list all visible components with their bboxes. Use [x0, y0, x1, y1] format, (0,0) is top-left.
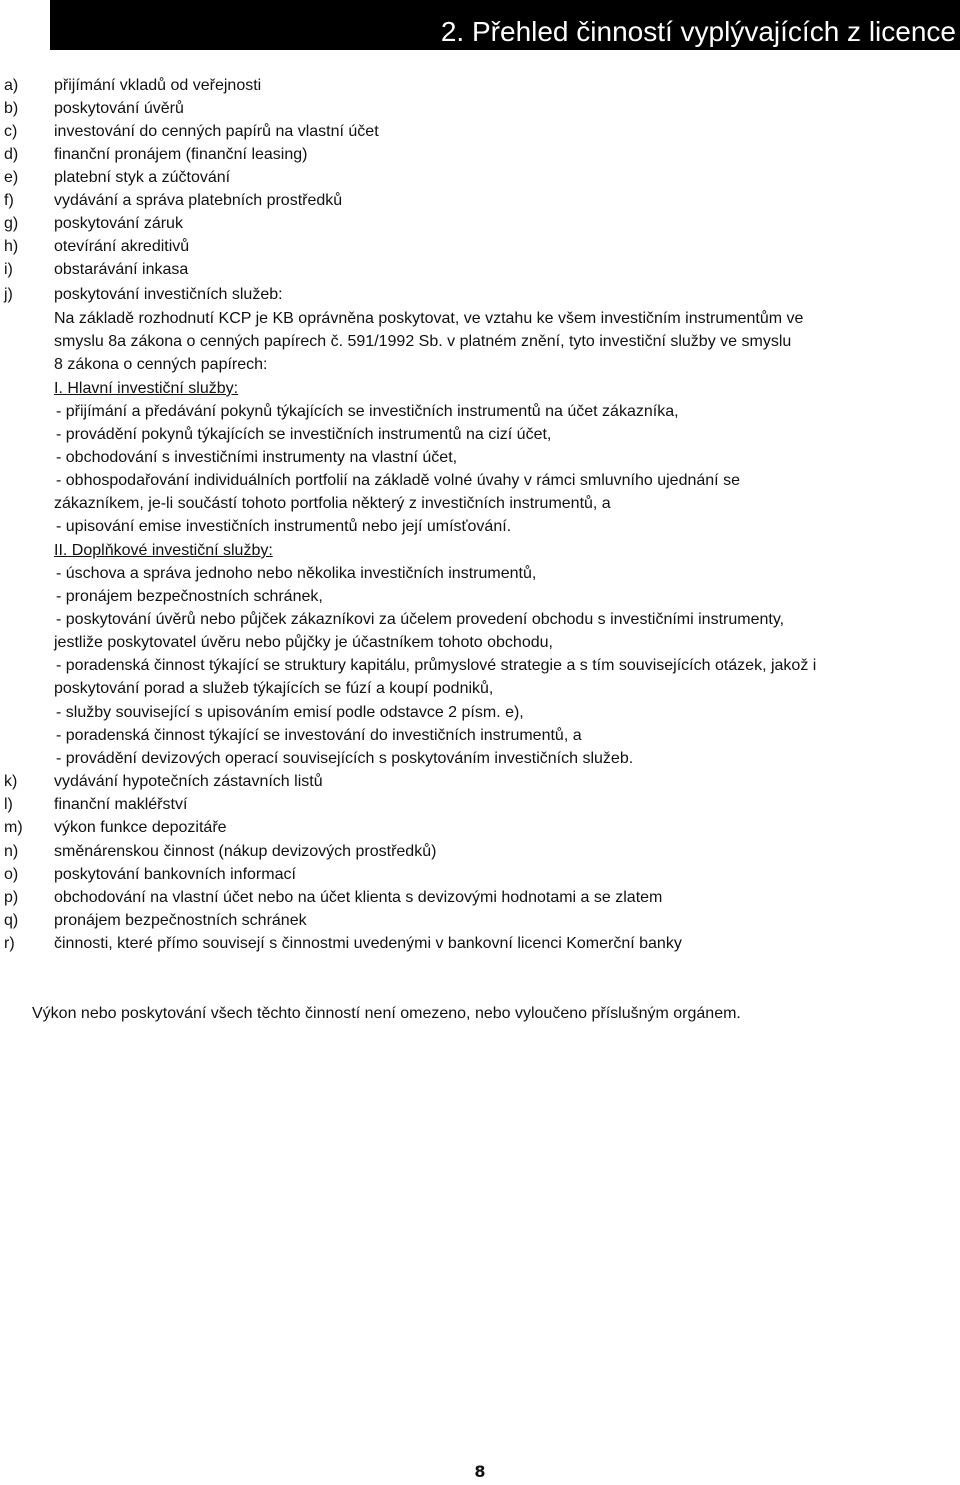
item-letter: q) [4, 912, 19, 929]
page-title: 2. Přehled činností vyplývajících z licence [440, 16, 956, 47]
heading-text: Hlavní investiční služby: [67, 380, 239, 397]
item-text: pronájem bezpečnostních schránek [54, 912, 307, 929]
item-text: přijímání vkladů od veřejnosti [54, 77, 262, 94]
service-line: zákazníkem, je-li součástí tohoto portfolia některý z investičních instrumentů, a [54, 495, 611, 512]
item-letter: n) [4, 843, 19, 860]
service-line: - úschova a správa jednoho nebo několika investičních instrumentů, [56, 565, 537, 582]
item-letter: g) [4, 215, 19, 232]
item-text: poskytování bankovních informací [54, 866, 296, 883]
service-line: - poradenská činnost týkající se investování do investičních instrumentů, a [56, 727, 582, 744]
item-text: obchodování na vlastní účet nebo na účet klienta s devizovými hodnotami a se zlatem [54, 889, 663, 906]
item-text: platební styk a zúčtování [54, 169, 231, 186]
service-line: - služby související s upisováním emisí podle odstavce 2 písm. e), [56, 704, 524, 721]
item-letter: j) [4, 286, 13, 303]
item-letter: d) [4, 146, 19, 163]
item-text: vydávání a správa platebních prostředků [54, 192, 343, 209]
investment-intro: smyslu 8a zákona o cenných papírech č. 591/1992 Sb. v platném znění, tyto investiční služby ve smyslu [54, 333, 792, 350]
page-number: 8 [474, 1462, 486, 1481]
item-letter: o) [4, 866, 19, 883]
footer-note: Výkon nebo poskytování všech těchto činností není omezeno, nebo vyloučeno příslušným orgánem. [32, 1005, 741, 1022]
item-letter: a) [4, 77, 19, 94]
main-services-heading [54, 379, 238, 399]
service-line: poskytování porad a služeb týkajících se fúzí a koupí podniků, [54, 680, 494, 697]
service-line: - poradenská činnost týkající se struktury kapitálu, průmyslové strategie a s tím souvisejících otázek, jakož i [56, 657, 817, 674]
item-text: investování do cenných papírů na vlastní účet [54, 123, 379, 140]
service-line: - upisování emise investičních instrumentů nebo její umísťování. [56, 518, 512, 535]
item-text: finanční makléřství [54, 796, 188, 813]
item-text: otevírání akreditivů [54, 238, 190, 255]
service-line: - provádění pokynů týkajících se investičních instrumentů na cizí účet, [56, 426, 552, 443]
service-line: - obchodování s investičními instrumenty na vlastní účet, [56, 449, 458, 466]
heading-number: I. [54, 380, 63, 397]
service-line: - provádění devizových operací souvisejících s poskytováním investičních služeb. [56, 750, 634, 767]
item-letter: m) [4, 819, 23, 836]
item-letter: r) [4, 935, 15, 952]
investment-intro: Na základě rozhodnutí KCP je KB oprávněna poskytovat, ve vztahu ke všem investičním instrumentům ve [54, 310, 804, 327]
service-line: - obhospodařování individuálních portfolií na základě volné úvahy v rámci smluvního ujednání se [56, 472, 740, 489]
item-letter: h) [4, 238, 19, 255]
service-line: - poskytování úvěrů nebo půjček zákazníkovi za účelem provedení obchodu s investičními instrumenty, [56, 611, 785, 628]
header-bar [50, 0, 960, 50]
item-text: poskytování investičních služeb: [54, 286, 283, 303]
item-letter: k) [4, 773, 18, 790]
item-letter: e) [4, 169, 19, 186]
investment-intro: 8 zákona o cenných papírech: [54, 356, 268, 373]
service-line: - přijímání a předávání pokynů týkajících se investičních instrumentů na účet zákazníka, [56, 403, 679, 420]
item-letter: c) [4, 123, 18, 140]
item-text: obstarávání inkasa [54, 261, 189, 278]
item-text: směnárenskou činnost (nákup devizových prostředků) [54, 843, 437, 860]
item-text: vydávání hypotečních zástavních listů [54, 773, 323, 790]
item-text: poskytování úvěrů [54, 100, 184, 117]
item-text: výkon funkce depozitáře [54, 819, 227, 836]
item-text: poskytování záruk [54, 215, 183, 232]
item-letter: f) [4, 192, 14, 209]
service-line: - pronájem bezpečnostních schránek, [56, 588, 323, 605]
item-letter: p) [4, 889, 19, 906]
item-text: finanční pronájem (finanční leasing) [54, 146, 308, 163]
heading-text: Doplňkové investiční služby: [71, 542, 273, 559]
item-letter: b) [4, 100, 19, 117]
item-letter: l) [4, 796, 13, 813]
heading-number: II. [54, 542, 68, 559]
supplementary-services-heading [54, 541, 273, 561]
item-text: činnosti, které přímo souvisejí s činnostmi uvedenými v bankovní licenci Komerční banky [54, 935, 682, 952]
service-line: jestliže poskytovatel úvěru nebo půjčky je účastníkem tohoto obchodu, [54, 634, 553, 651]
item-letter: i) [4, 261, 13, 278]
